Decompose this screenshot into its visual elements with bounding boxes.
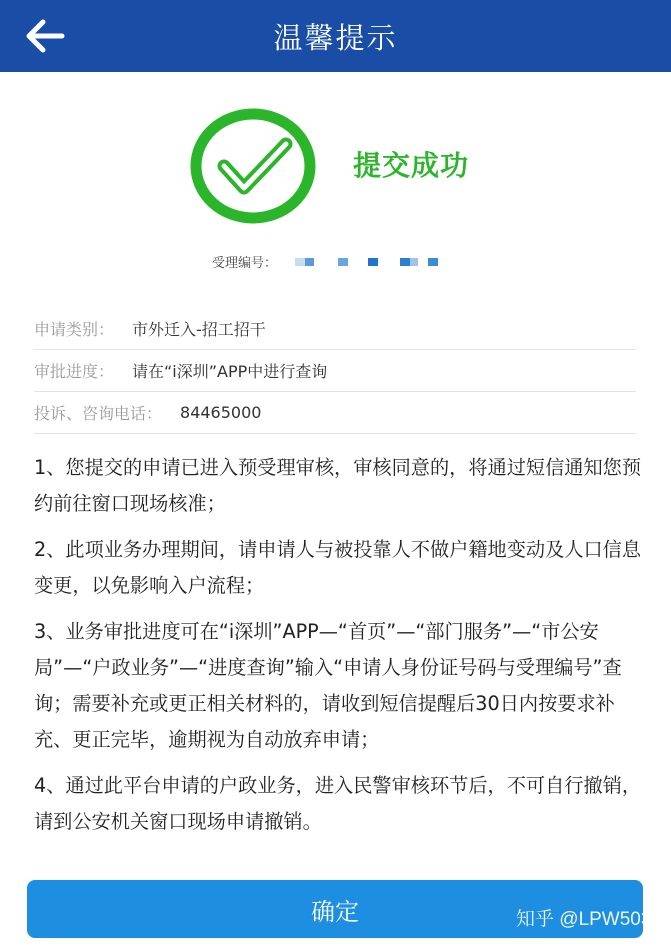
info-label: 投诉、咨询电话：: [34, 404, 163, 423]
receipt-number: [212, 252, 438, 271]
receipt-value-redacted: [295, 258, 438, 266]
receipt-label: 受理编号：: [212, 256, 278, 271]
info-value: 请在“i深圳”APP中进行查询: [132, 362, 328, 381]
confirm-button[interactable]: 确定: [27, 880, 643, 938]
success-block: [190, 106, 490, 226]
watermark: 知乎 @LPW503: [516, 909, 652, 930]
check-circle-icon: [190, 106, 320, 226]
info-label: 申请类别：: [34, 320, 115, 339]
back-button[interactable]: [20, 16, 70, 56]
info-label: 审批进度：: [34, 362, 115, 381]
info-value: 市外迁入-招工招干: [132, 320, 266, 339]
info-value[interactable]: 84465000: [180, 403, 262, 422]
title-bar: [0, 0, 671, 72]
notice-item: 1、您提交的申请已进入预受理审核，审核同意的，将通过短信通知您预约前往窗口现场核准；: [34, 456, 642, 515]
info-row-progress: [34, 350, 636, 392]
info-row-phone: [34, 392, 636, 434]
notice-item: 3、业务审批进度可在“i深圳”APP—“首页”—“部门服务”—“市公安局”—“户政业务”—“进度查询”输入“申请人身份证号码与受理编号”查询；需要补充或更正相关材料的，请收到短信提醒后30日内按要求补充、更正完毕，逾期视为自动放弃申请；: [34, 620, 622, 751]
application-info: [34, 308, 636, 434]
notice-item: 2、此项业务办理期间，请申请人与被投靠人不做户籍地变动及人口信息变更，以免影响入户流程；: [34, 538, 642, 597]
arrow-left-icon: [25, 19, 65, 53]
notice-item: 4、通过此平台申请的户政业务，进入民警审核环节后，不可自行撤销，请到公安机关窗口现场申请撤销。: [34, 774, 642, 833]
notice-list: [34, 450, 642, 850]
success-status: 提交成功: [353, 149, 470, 182]
info-row-category: [34, 308, 636, 350]
page-title: 温馨提示: [273, 20, 398, 55]
